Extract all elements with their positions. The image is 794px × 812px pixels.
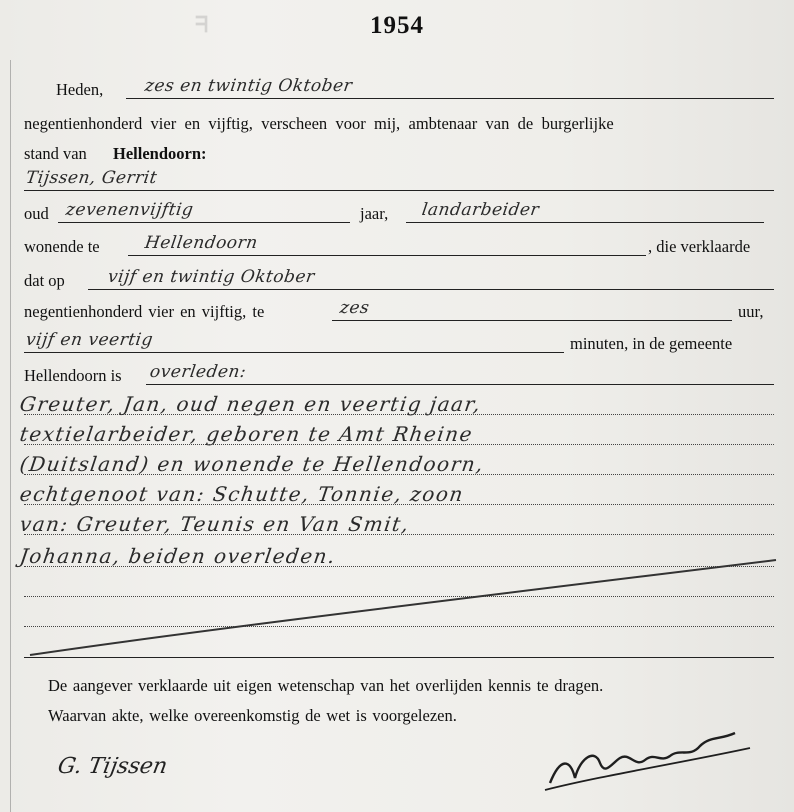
handwritten-declarant: Tijssen, Gerrit — [24, 168, 159, 188]
handwritten-overleden: overleden: — [148, 362, 248, 382]
label-uur: uur, — [738, 302, 764, 321]
handwritten-minutes: vijf en veertig — [24, 330, 155, 350]
body-line: echtgenoot van: Schutte, Tonnie, zoon — [0, 482, 794, 512]
body-line: Johanna, beiden overleden. — [0, 544, 794, 574]
handwritten-date: zes en twintig Oktober — [143, 76, 354, 96]
page-year: 1954 — [370, 12, 424, 39]
bleed-through-year: ᖷ — [195, 12, 209, 37]
body-line: Greuter, Jan, oud negen en veertig jaar, — [0, 392, 794, 422]
handwritten-occupation: landarbeider — [420, 200, 541, 220]
handwritten-hour: zes — [338, 298, 371, 318]
body-line: textielarbeider, geboren te Amt Rheine — [0, 422, 794, 452]
label-die-verklaarde: , die verklaarde — [648, 237, 751, 256]
handwritten-death-date: vijf en twintig Oktober — [106, 267, 317, 287]
label-municipality-is: Hellendoorn is — [24, 366, 122, 385]
body-line: (Duitsland) en wonende te Hellendoorn, — [0, 452, 794, 482]
label-minuten: minuten, in de gemeente — [570, 334, 733, 353]
label-jaar: jaar, — [360, 204, 389, 223]
footer-rule — [24, 657, 774, 658]
municipality-name: Hellendoorn: — [113, 144, 207, 163]
printed-line: negentienhonderd vier en vijftig, verscheen voor mij, ambtenaar van de burgerlijke — [24, 114, 614, 133]
declarant-signature: G. Tijssen — [55, 754, 170, 779]
printed-line: negentienhonderd vier en vijftig, te — [24, 302, 265, 321]
handwritten-age: zevenenvijftig — [64, 200, 195, 220]
registrar-signature — [540, 718, 760, 798]
label-dat-op: dat op — [24, 271, 65, 290]
label-heden: Heden, — [56, 80, 104, 99]
label-oud: oud — [24, 204, 49, 223]
body-line: van: Greuter, Teunis en Van Smit, — [0, 512, 794, 542]
label-stand-van: stand van — [24, 144, 87, 163]
footer-closing: Waarvan akte, welke overeenkomstig de wet is voorgelezen. — [48, 706, 457, 725]
handwritten-residence: Hellendoorn — [143, 233, 260, 253]
footer-statement: De aangever verklaarde uit eigen wetenschap van het overlijden kennis te dragen. — [48, 676, 604, 695]
label-wonende-te: wonende te — [24, 237, 100, 256]
